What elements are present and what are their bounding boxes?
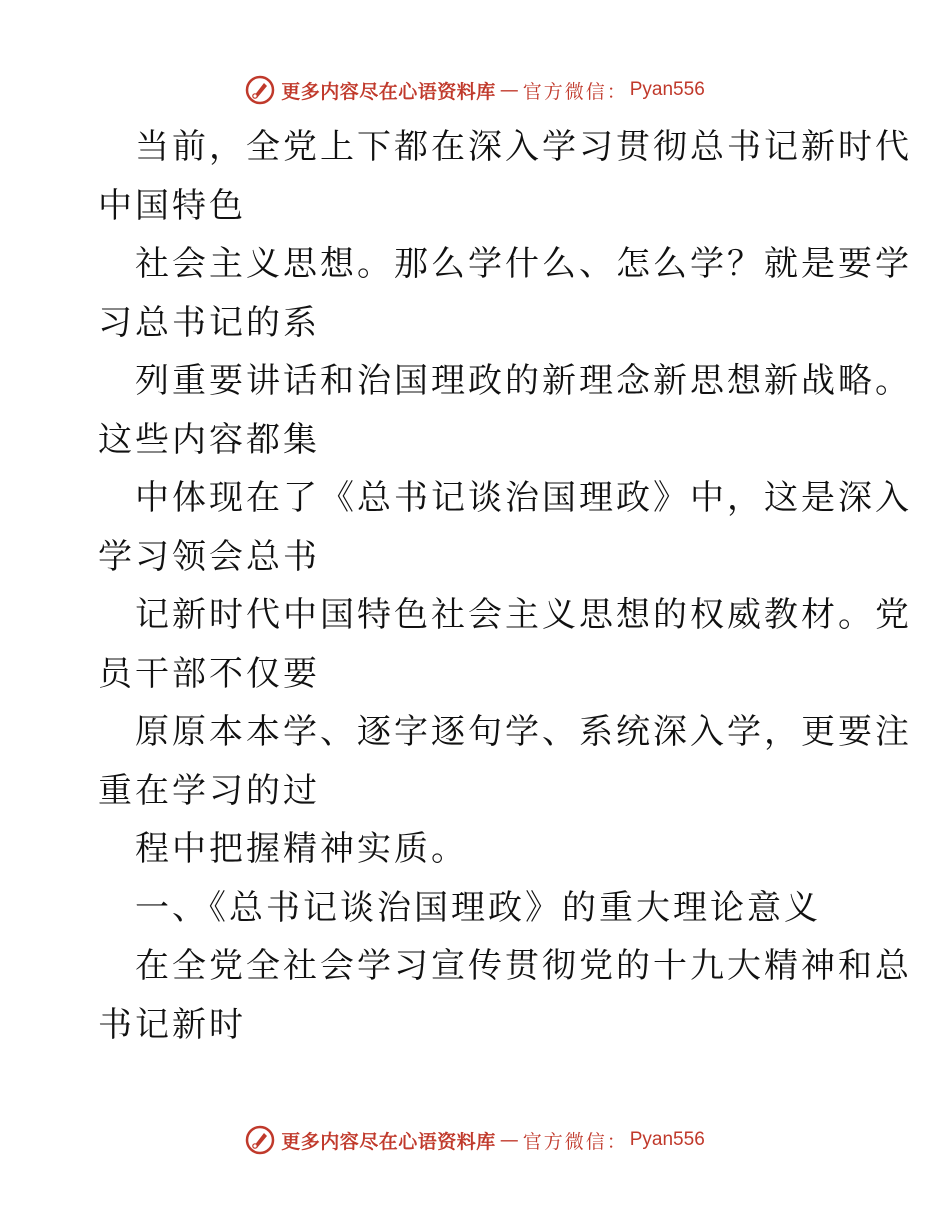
footer-wechat-id: Pyan556 — [629, 1129, 705, 1150]
text-line: 书记新时 — [98, 1004, 246, 1045]
text-line: 社会主义思想。那么学什么、怎么学？就是要学 — [135, 244, 912, 284]
text-line: 中体现在了《总书记谈治国理政》中，这是深入 — [135, 478, 912, 518]
header-brand-text: 更多内容尽在心语资料库 — [281, 80, 496, 103]
pen-nib-logo-icon — [245, 75, 275, 105]
footer-brand-text: 更多内容尽在心语资料库 — [281, 1130, 496, 1153]
header-banner — [0, 70, 950, 110]
header-wechat-id: Pyan556 — [629, 79, 705, 100]
pen-nib-logo-icon — [245, 1125, 275, 1155]
footer-wechat-label: 官方微信： — [522, 1130, 628, 1153]
text-line: 中国特色 — [98, 185, 246, 226]
text-line: 记新时代中国特色社会主义思想的权威教材。党 — [135, 595, 912, 635]
text-line: 列重要讲话和治国理政的新理念新思想新战略。 — [135, 361, 912, 401]
text-line: 程中把握精神实质。 — [135, 829, 468, 869]
header-wechat-label: 官方微信： — [522, 80, 628, 103]
text-line: 习总书记的系 — [98, 302, 320, 343]
text-line: 当前，全党上下都在深入学习贯彻总书记新时代 — [135, 127, 912, 167]
text-line: 在全党全社会学习宣传贯彻党的十九大精神和总 — [135, 946, 912, 986]
header-dash: — — [499, 79, 519, 101]
text-line: 这些内容都集 — [98, 419, 320, 460]
footer-banner — [0, 1120, 950, 1160]
text-line: 学习领会总书 — [98, 536, 320, 577]
text-line: 员干部不仅要 — [98, 653, 320, 694]
text-line: 一、《总书记谈治国理政》的重大理论意义 — [135, 887, 821, 928]
document-body — [98, 118, 912, 1054]
footer-dash: — — [499, 1129, 519, 1151]
text-line: 原原本本学、逐字逐句学、系统深入学，更要注 — [135, 712, 912, 752]
text-line: 重在学习的过 — [98, 770, 320, 811]
